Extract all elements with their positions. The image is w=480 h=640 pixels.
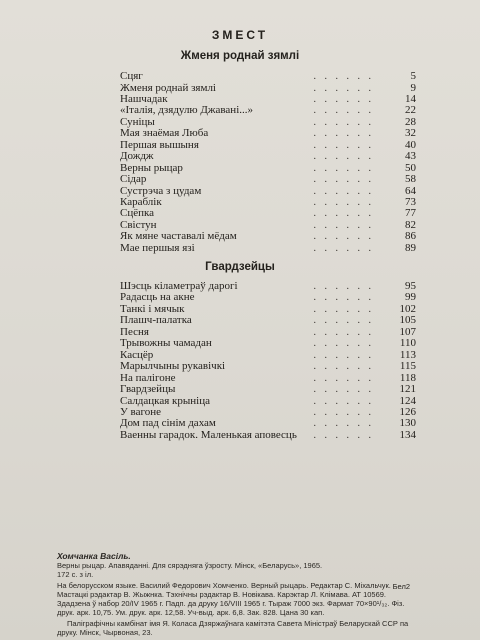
- toc-entry-title: Сцяг: [120, 70, 143, 82]
- toc-entry-page: 22: [405, 104, 416, 117]
- toc-leader-dots: . . . . . .: [313, 196, 374, 208]
- toc-leader-dots: . . . . . .: [313, 384, 374, 396]
- toc-entry-title: Сцёпка: [120, 207, 155, 220]
- toc-entry: [120, 117, 416, 128]
- toc-entry-page: 9: [410, 81, 416, 94]
- toc-entry-title: Плашч-палатка: [120, 314, 192, 327]
- toc-entry: [120, 128, 416, 139]
- toc-entry: [120, 304, 416, 315]
- toc-entry-title: Дом пад сінім дахам: [120, 417, 216, 430]
- toc-entry-page: 113: [399, 348, 416, 361]
- toc-leader-dots: . . . . . .: [313, 372, 374, 384]
- toc-leader-dots: . . . . . .: [313, 315, 374, 327]
- toc-entry: [120, 105, 416, 116]
- toc-entry: [120, 71, 416, 82]
- toc-leader-dots: . . . . . .: [313, 208, 374, 220]
- toc-entry: [120, 315, 416, 326]
- toc-leader-dots: . . . . . .: [313, 116, 374, 128]
- toc-entry-title: Караблік: [120, 195, 162, 208]
- toc-leader-dots: . . . . . .: [313, 185, 374, 197]
- imprint-line1: Верны рыцар. Апавяданні. Для сярэдняга ўзросту. Мінск, «Беларусь», 1965.: [57, 561, 323, 570]
- toc-entry-page: 99: [405, 291, 416, 304]
- toc-leader-dots: . . . . . .: [313, 292, 374, 304]
- toc-entry-page: 73: [405, 195, 416, 208]
- toc-entry: [120, 430, 416, 441]
- toc-entry: [120, 94, 416, 105]
- toc-entry-page: 58: [405, 173, 416, 186]
- toc-leader-dots: . . . . . .: [313, 151, 374, 163]
- toc-entry-title: Песня: [120, 325, 149, 338]
- toc-leader-dots: . . . . . .: [313, 231, 374, 243]
- toc-entry: [120, 208, 416, 219]
- toc-entry: [120, 407, 416, 418]
- toc-entry-page: 107: [399, 325, 416, 338]
- toc-leader-dots: . . . . . .: [313, 105, 374, 117]
- toc-entry: [120, 350, 416, 361]
- toc-entry-title: Свістун: [120, 218, 157, 231]
- toc-entry-page: 32: [405, 127, 416, 140]
- toc-entry: [120, 140, 416, 151]
- imprint-code: Бел2: [392, 582, 410, 591]
- toc-entry: [120, 174, 416, 185]
- toc-leader-dots: . . . . . .: [313, 139, 374, 151]
- toc-entry-page: 40: [405, 138, 416, 151]
- toc-entry: [120, 163, 416, 174]
- contents-title: ЗМЕСТ: [211, 28, 269, 42]
- imprint: [57, 552, 412, 637]
- toc-leader-dots: . . . . . .: [313, 82, 374, 94]
- imprint-para1: На белорусском языке. Василий Федорович Хомченко. Верный рыцарь. Редактар С. Міхальчук. Мастацкі рэдактар В. Жыжнка. Тэхнічны рэдактар В. Новікава. Карэктар Л. Клімава. АТ 10569. Здадзена ў набор 20/IV 1965 г. Падп. да друку 16/VIII 1965 г. Тыраж 7000 экз. Фармат 70×90¹/₃₂. Фіз. друк. арк. 10,75. Ум. друк. арк. 12,58. Уч-выд. арк. 6,8. Зак. 828. Цана 30 кап.: [57, 581, 405, 617]
- toc-leader-dots: . . . . . .: [313, 281, 374, 292]
- toc-leader-dots: . . . . . .: [313, 128, 374, 140]
- toc-entry: [120, 231, 416, 242]
- toc-entry-title: Жменя роднай зямлі: [120, 81, 216, 94]
- toc-entry-title: Танкі і мячык: [120, 302, 185, 315]
- toc-leader-dots: . . . . . .: [313, 162, 374, 174]
- toc-entry: [120, 151, 416, 162]
- toc-leader-dots: . . . . . .: [313, 361, 374, 373]
- toc-leader-dots: . . . . . .: [313, 71, 374, 82]
- toc-entry-page: 86: [405, 230, 416, 243]
- toc-leader-dots: . . . . . .: [313, 93, 374, 105]
- toc-entry-title: Радасць на акне: [120, 291, 195, 304]
- toc-entry-page: 110: [399, 337, 416, 350]
- toc-entry-page: 50: [405, 161, 416, 174]
- toc-leader-dots: . . . . . .: [313, 219, 374, 231]
- toc-entry-title: «Італія, дзядулю Джавані...»: [120, 104, 254, 117]
- toc-entry: [120, 186, 416, 197]
- toc-leader-dots: . . . . . .: [313, 174, 374, 186]
- toc-entry: [120, 361, 416, 372]
- toc-leader-dots: . . . . . .: [313, 395, 374, 407]
- toc-entry-title: Мае першыя язі: [120, 241, 195, 254]
- toc-entry-page: 134: [399, 428, 416, 441]
- toc-leader-dots: . . . . . .: [313, 242, 374, 254]
- toc-entry-page: 102: [399, 302, 416, 315]
- toc-entry-title: Сідар: [120, 173, 147, 186]
- toc-entry: [120, 281, 416, 292]
- toc-entry-page: 43: [405, 150, 416, 163]
- toc-entry-title: Сустрэча з цудам: [120, 184, 202, 197]
- toc-entry-page: 77: [405, 207, 416, 220]
- toc-entry: [120, 338, 416, 349]
- toc-entry-title: У вагоне: [120, 405, 161, 418]
- toc-entry-page: 115: [399, 360, 416, 373]
- toc-entry-page: 118: [399, 371, 416, 384]
- toc-leader-dots: . . . . . .: [313, 338, 374, 350]
- toc-leader-dots: . . . . . .: [313, 303, 374, 315]
- toc-leader-dots: . . . . . .: [313, 418, 374, 430]
- toc-entry: [120, 327, 416, 338]
- toc-entry-title: Гвардзейцы: [120, 383, 176, 396]
- toc-entry-page: 14: [405, 92, 416, 105]
- imprint-author: Хомчанка Васіль.: [57, 551, 131, 561]
- section-heading-1: Жменя роднай зямлі: [180, 50, 300, 62]
- toc-entry-title: Трывожны чамадан: [120, 337, 212, 350]
- toc-entry-title: Мая знаёмая Люба: [120, 127, 209, 140]
- imprint-line2: 172 с. з іл.: [57, 570, 94, 579]
- toc-entry-title: Салдацкая крыніца: [120, 394, 210, 407]
- toc-entry-title: Дождж: [120, 150, 154, 163]
- toc-entry: [120, 292, 416, 303]
- toc-entry-title: На палігоне: [120, 371, 176, 384]
- toc-entry-title: Верны рыцар: [120, 161, 183, 174]
- toc-entry-title: Марылчыны рукавічкі: [120, 360, 226, 373]
- toc-entry-page: 82: [405, 218, 416, 231]
- toc-entry-title: Нашчадак: [120, 92, 168, 105]
- toc-entry-title: Суніцы: [120, 115, 155, 128]
- toc-entry-page: 124: [399, 394, 416, 407]
- toc-entry: [120, 373, 416, 384]
- toc-entry-page: 28: [405, 115, 416, 128]
- toc-entry-page: 5: [410, 70, 416, 82]
- toc-entry-page: 95: [405, 280, 416, 292]
- toc-entry: [120, 197, 416, 208]
- toc-entry-title: Як мяне частавалі мёдам: [120, 230, 237, 243]
- toc-entry-title: Касцёр: [120, 348, 154, 361]
- toc-leader-dots: . . . . . .: [313, 429, 374, 441]
- toc-entry: [120, 396, 416, 407]
- toc-entry-page: 130: [399, 417, 416, 430]
- imprint-para2: Паліграфічны камбінат імя Я. Коласа Дзяржаўнага камітэта Савета Міністраў Беларускай ССР па друку. Мінск, Чырвоная, 23.: [57, 619, 409, 637]
- toc-entry-title: Ваенны гарадок. Маленькая аповесць: [120, 428, 297, 441]
- toc-entry-page: 126: [399, 405, 416, 418]
- toc-leader-dots: . . . . . .: [313, 349, 374, 361]
- section-heading-2: Гвардзейцы: [205, 261, 275, 273]
- toc-entry: [120, 418, 416, 429]
- toc-entry-title: Першая вышыня: [120, 138, 199, 151]
- toc-entry-page: 121: [399, 383, 416, 396]
- toc-leader-dots: . . . . . .: [313, 406, 374, 418]
- toc-entry-page: 105: [399, 314, 416, 327]
- toc-entry: [120, 243, 416, 254]
- toc-entry: [120, 83, 416, 94]
- toc-entry: [120, 384, 416, 395]
- toc-entry-page: 64: [405, 184, 416, 197]
- toc-entry-page: 89: [405, 241, 416, 254]
- toc-leader-dots: . . . . . .: [313, 326, 374, 338]
- toc-entry: [120, 220, 416, 231]
- toc-entry-title: Шэсць кіламетраў дарогі: [120, 280, 238, 292]
